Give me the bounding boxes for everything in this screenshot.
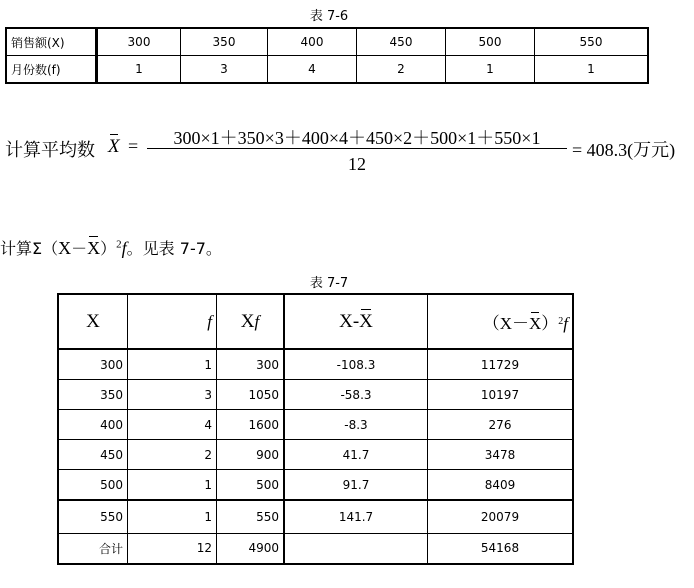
cell-squared: 8409 (428, 470, 574, 501)
table-row-total (58, 533, 573, 564)
step-prefix: 计算Σ（ (0, 239, 59, 258)
table-cell: 1 (446, 56, 535, 84)
x-bar: X (108, 136, 120, 157)
table-cell: 350 (181, 28, 268, 56)
table-cell: 550 (535, 28, 649, 56)
cell-f: 1 (128, 349, 217, 380)
cell-xf: 500 (217, 470, 285, 501)
table-row (58, 380, 573, 410)
formula-denominator: 12 (348, 154, 366, 174)
cell-x: 400 (58, 410, 128, 440)
table-row-months (6, 56, 648, 84)
cell-x: 450 (58, 440, 128, 470)
table-7-7 (57, 293, 574, 565)
cell-deviation: 141.7 (284, 500, 428, 533)
cell-total-deviation (284, 533, 428, 564)
header-f: f (128, 294, 217, 349)
cell-f: 1 (128, 470, 217, 501)
cell-deviation: -108.3 (284, 349, 428, 380)
table-row (58, 440, 573, 470)
cell-total-squared: 54168 (428, 533, 574, 564)
cell-xf: 550 (217, 500, 285, 533)
table-7-6-caption: 表 7-6 (309, 9, 349, 24)
cell-deviation: 91.7 (284, 470, 428, 501)
cell-x: 500 (58, 470, 128, 501)
step-x-bar: X (87, 238, 101, 258)
cell-deviation: -58.3 (284, 380, 428, 410)
cell-total-xf: 4900 (217, 533, 285, 564)
cell-x: 550 (58, 500, 128, 533)
header-deviation: X-X (284, 294, 428, 349)
step-minus: － (71, 239, 88, 258)
fraction-bar (147, 148, 567, 149)
table-row (58, 349, 573, 380)
table-cell: 3 (181, 56, 268, 84)
cell-x: 350 (58, 380, 128, 410)
cell-f: 1 (128, 500, 217, 533)
cell-deviation: -8.3 (284, 410, 428, 440)
step-tail: 。见表 7-7。 (126, 239, 222, 258)
formula-equals: = (128, 136, 139, 156)
cell-total-f: 12 (128, 533, 217, 564)
header-squared: $(X-X)^2f$ (428, 294, 574, 349)
table-row (58, 470, 573, 501)
step-x: X (58, 238, 72, 258)
table-cell: 450 (357, 28, 446, 56)
step-text (0, 236, 222, 259)
cell-xf: 1600 (217, 410, 285, 440)
cell-x: 300 (58, 349, 128, 380)
cell-xf: 300 (217, 349, 285, 380)
cell-squared: 11729 (428, 349, 574, 380)
cell-f: 4 (128, 410, 217, 440)
table-7-6 (5, 27, 649, 84)
step-power: 2 (116, 238, 122, 251)
cell-squared: 3478 (428, 440, 574, 470)
table-cell: 2 (357, 56, 446, 84)
cell-squared: 276 (428, 410, 574, 440)
formula-prefix: 计算平均数 (5, 140, 95, 161)
table-cell: 1 (98, 56, 181, 84)
formula-numerator: 300×1＋350×3＋400×4＋450×2＋500×1＋550×1 (173, 128, 541, 148)
cell-f: 3 (128, 380, 217, 410)
table-cell: 1 (535, 56, 649, 84)
formula-result: = 408.3(万元) (572, 140, 676, 160)
table-header-row (58, 294, 573, 349)
table-7-7-caption: 表 7-7 (309, 276, 349, 291)
table-cell: 4 (268, 56, 357, 84)
table-row (58, 500, 573, 533)
cell-xf: 1050 (217, 380, 285, 410)
row-label-sales: 销售额(X) (6, 28, 96, 56)
cell-squared: 10197 (428, 380, 574, 410)
cell-xf: 900 (217, 440, 285, 470)
header-x: X (58, 294, 128, 349)
cell-f: 2 (128, 440, 217, 470)
cell-total-label: 合计 (58, 533, 128, 564)
table-row-sales (6, 28, 648, 56)
table-cell: 300 (98, 28, 181, 56)
cell-squared: 20079 (428, 500, 574, 533)
table-cell: 400 (268, 28, 357, 56)
header-xf: Xf (217, 294, 285, 349)
table-cell: 500 (446, 28, 535, 56)
step-f: f (121, 238, 127, 258)
mean-symbol (108, 136, 120, 158)
table-row (58, 410, 573, 440)
row-label-months: 月份数(f) (6, 56, 96, 84)
step-close: ） (100, 239, 117, 258)
cell-deviation: 41.7 (284, 440, 428, 470)
